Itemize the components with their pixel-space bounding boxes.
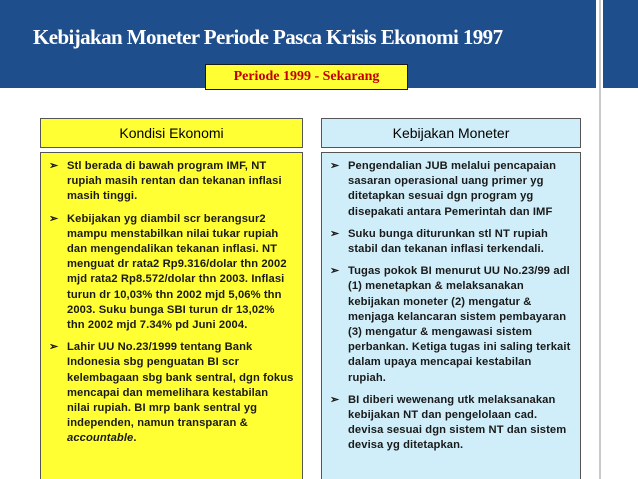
period-badge: Periode 1999 - Sekarang — [205, 64, 408, 90]
kebijakan-moneter-panel — [321, 152, 581, 479]
list-item: ➢ BI diberi wewenang utk melaksanakan kebijakan NT dan pengelolaan cad. devisa sesuai dgn sistem NT dan sistem devisa yg ditetapkan. — [330, 393, 567, 452]
arrow-bullet-icon: ➢ — [330, 160, 340, 172]
slide-title: Kebijakan Moneter Periode Pasca Krisis Ekonomi 1997 — [33, 25, 503, 49]
heading-kebijakan-moneter: Kebijakan Moneter — [321, 118, 581, 148]
list-item: ➢ Lahir UU No.23/1999 tentang Bank Indonesia sbg penguatan BI scr kelembagaan sbg bank sentral, dgn fokus mencapai dan memelihara kestabilan nilai rupiah. BI mrp bank sentral yg independen, namun transparan & accountable. — [49, 341, 294, 445]
heading-kondisi-ekonomi: Kondisi Ekonomi — [40, 118, 303, 148]
arrow-bullet-icon: ➢ — [330, 393, 340, 406]
accountable-term: accountable — [67, 432, 134, 445]
arrow-bullet-icon: ➢ — [49, 160, 59, 172]
kondisi-ekonomi-panel — [40, 152, 303, 479]
right-divider — [599, 0, 601, 479]
list-item: ➢ Kebijakan yg diambil scr berangsur2 mampu menstabilkan nilai tukar rupiah dan mengendalikan tekanan inflasi. NT menguat dr rata2 Rp9.316/dolar thn 2002 mjd rata2 Rp8.572/dolar thn 2003. Inflasi turun dr 10,03% thn 2002 mjd 5,06% thn 2003. Suku bunga SBI turun dr 13,02% thn 2002 mjd 7.34% pd Juni 2004. — [49, 212, 287, 332]
corner-block — [603, 0, 638, 88]
arrow-bullet-icon: ➢ — [330, 227, 340, 240]
arrow-bullet-icon: ➢ — [49, 341, 59, 354]
list-item: ➢ Suku bunga diturunkan stl NT rupiah stabil dan tekanan inflasi terkendali. — [330, 227, 548, 256]
arrow-bullet-icon: ➢ — [330, 265, 340, 278]
arrow-bullet-icon: ➢ — [49, 212, 59, 225]
list-item: ➢ Tugas pokok BI menurut UU No.23/99 adl (1) menetapkan & melaksanakan kebijakan moneter (2) mengatur & menjaga kelancaran sistem pembayaran (3) mengatur & mengawasi sistem perbankan. Ketiga tugas ini saling terkait dalam upaya mencapai kestabilan rupiah. — [330, 265, 571, 384]
list-item: ➢ Pengendalian JUB melalui pencapaian sasaran operasional uang primer yg ditetapkan sesuai dgn program yg disepakati antara Pemerintah dan IMF — [330, 160, 557, 218]
list-item: ➢ Stl berada di bawah program IMF, NT rupiah masih rentan dan tekanan inflasi masih tinggi. — [49, 160, 282, 203]
